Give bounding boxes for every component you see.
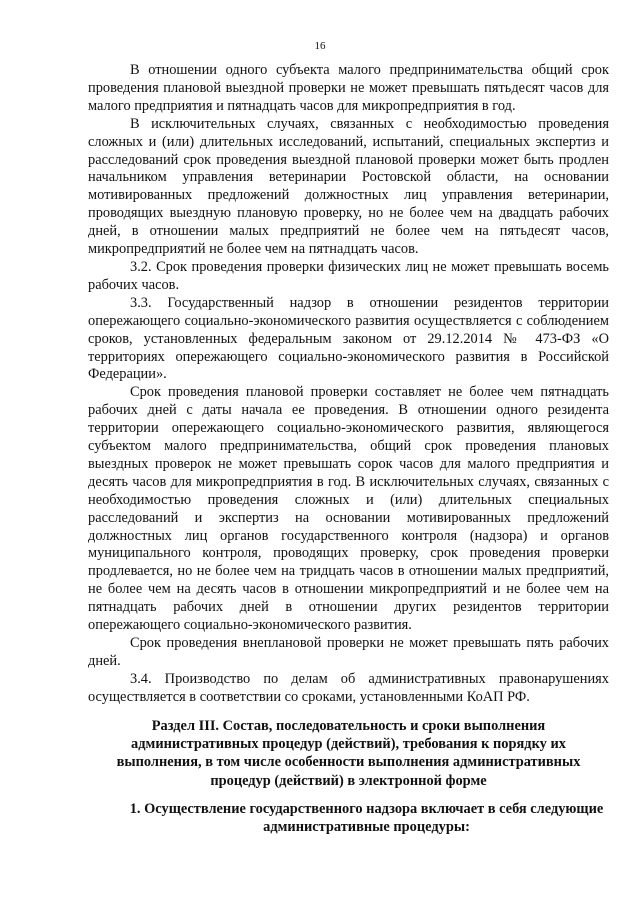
paragraph-3-2-individuals: 3.2. Срок проведения проверки физических лиц не может превышать восемь рабочих часов. [88, 258, 609, 293]
paragraph-extension-exceptional-cases: В исключительных случаях, связанных с необходимостью проведения сложных и (или) длительных исследований, испытаний, специальных экспертиз и расследований срок проведения выездной плановой проверки может быть продлен начальником управления ветеринарии Ростовской области, на основании мотивированных предложений должностных лиц управления ветеринарии, проводящих выездную плановую проверку, но не более чем на двадцать рабочих дней, в отношении малых предприятий не более чем на пятьдесят часов, микропредприятий не более чем на пятнадцать часов. [88, 115, 609, 258]
section-heading: Раздел III. Состав, последовательность и сроки выполнения административных процедур (действий), требования к порядку их выполнения, в том числе особенности выполнения административных процедур (действий) в электронной форме [116, 718, 581, 789]
page-number: 16 [314, 40, 326, 52]
paragraph-3-3-residents: 3.3. Государственный надзор в отношении резидентов территории опережающего социально-экономического развития осуществляется с соблюдением сроков, установленных федеральным законом от 29.12.2014 № 473-ФЗ «О территориях опережающего социально-экономического развития в Российской Федерации». [88, 294, 609, 383]
paragraph-unscheduled-inspection-term: Срок проведения внеплановой проверки не может превышать пять рабочих дней. [88, 635, 609, 669]
sub-heading: 1. Осуществление государственного надзора включает в себя следующие административные процедуры: [129, 801, 604, 836]
paragraph-3-4-administrative-offences: 3.4. Производство по делам об административных правонарушениях осуществляется в соответствии со сроками, установленными КоАП РФ. [88, 670, 609, 705]
paragraph-planned-inspection-term: Срок проведения плановой проверки составляет не более чем пятнадцать рабочих дней с даты начала ее проведения. В отношении одного резидента территории опережающего социально-экономического развития, являющегося субъектом малого предпринимательства, общий срок проведения плановых выездных проверок не может превышать сорок часов для малого предприятия и десять часов для микропредприятия в год. В исключительных случаях, связанных с необходимостью проведения сложных и (или) длительных специальных расследований и экспертиз на основании мотивированных предложений должностных лиц органов государственного контроля (надзора) и органов муниципального контроля, проводящих проверку, срок проведения проверки продлевается, но не более чем на тридцать часов в отношении малых предприятий, не более чем на десять часов в отношении микропредприятий и не более чем на пятнадцать рабочих дней в отношении других резидентов территории опережающего социально-экономического развития. [88, 384, 609, 634]
paragraph-small-business-limit: В отношении одного субъекта малого предпринимательства общий срок проведения плановой выездной проверки не может превышать пятьдесят часов для малого предприятия и пятнадцать часов для микропредприятия в год. [88, 62, 609, 114]
document-body [88, 62, 609, 707]
